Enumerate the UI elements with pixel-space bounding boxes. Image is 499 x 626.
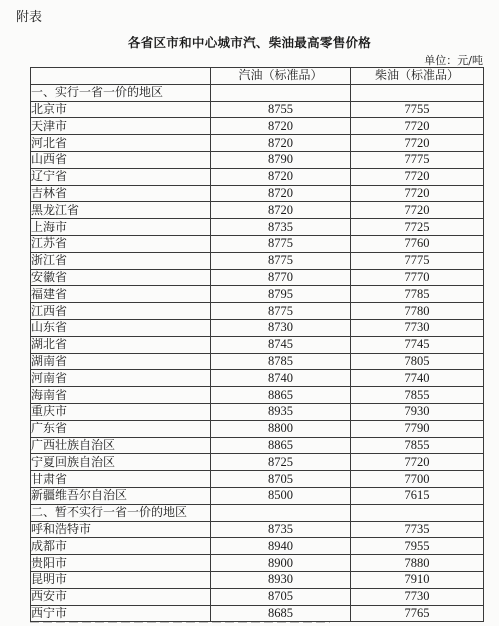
diesel-price-cell: 7720 [351,135,484,152]
gasoline-price-cell: 8865 [211,387,351,404]
diesel-price-cell: 7720 [351,168,484,185]
header-row [31,68,484,85]
region-cell: 西宁市 [31,605,211,622]
gasoline-price-cell: 8865 [211,437,351,454]
region-column-header [31,68,211,85]
table-row [31,588,484,605]
region-cell: 天津市 [31,118,211,135]
diesel-price-cell: 7730 [351,319,484,336]
table-row [31,151,484,168]
table-row [31,336,484,353]
table-row [31,370,484,387]
region-cell: 山西省 [31,151,211,168]
region-cell: 湖北省 [31,336,211,353]
diesel-price-cell: 7740 [351,370,484,387]
diesel-price-cell: 7770 [351,269,484,286]
region-cell: 成都市 [31,538,211,555]
region-cell: 安徽省 [31,269,211,286]
diesel-price-cell: 7720 [351,118,484,135]
price-table [30,67,484,622]
section-heading-row [31,504,484,521]
gasoline-price-cell: 8795 [211,286,351,303]
region-cell: 江苏省 [31,235,211,252]
gasoline-price-cell: 8900 [211,555,351,572]
diesel-price-cell: 7780 [351,303,484,320]
region-cell: 贵阳市 [31,555,211,572]
diesel-price-cell: 7730 [351,588,484,605]
region-cell: 北京市 [31,101,211,118]
section-heading: 二、暂不实行一省一价的地区 [31,504,211,521]
gasoline-price-cell: 8775 [211,235,351,252]
diesel-price-cell: 7755 [351,101,484,118]
region-cell: 湖南省 [31,353,211,370]
cropped-footnote-line [30,620,330,626]
region-cell: 河北省 [31,135,211,152]
gasoline-price-cell: 8730 [211,319,351,336]
table-row [31,135,484,152]
diesel-price-cell: 7775 [351,151,484,168]
gasoline-price-cell: 8720 [211,202,351,219]
gasoline-price-cell: 8785 [211,353,351,370]
region-cell: 广东省 [31,420,211,437]
gasoline-price-cell: 8685 [211,605,351,622]
table-row [31,319,484,336]
diesel-column-header: 柴油（标准品） [351,68,484,85]
diesel-price-cell: 7720 [351,202,484,219]
table-row [31,219,484,236]
gasoline-price-cell: 8705 [211,588,351,605]
gasoline-price-cell: 8705 [211,471,351,488]
diesel-price-cell: 7720 [351,454,484,471]
region-cell: 昆明市 [31,571,211,588]
section-heading-row [31,84,484,101]
diesel-price-cell: 7785 [351,286,484,303]
gasoline-price-cell: 8735 [211,521,351,538]
table-row [31,353,484,370]
region-cell: 吉林省 [31,185,211,202]
diesel-price-cell: 7855 [351,387,484,404]
diesel-price-cell: 7955 [351,538,484,555]
gasoline-price-cell: 8720 [211,118,351,135]
section-heading: 一、实行一省一价的地区 [31,84,211,101]
table-row [31,487,484,504]
table-row [31,101,484,118]
gasoline-price-cell: 8720 [211,135,351,152]
gasoline-column-header: 汽油（标准品） [211,68,351,85]
table-body [31,84,484,622]
diesel-price-cell: 7615 [351,487,484,504]
region-cell: 河南省 [31,370,211,387]
table-row [31,286,484,303]
gasoline-price-cell: 8775 [211,303,351,320]
table-row [31,454,484,471]
empty-cell [211,84,351,101]
region-cell: 浙江省 [31,252,211,269]
diesel-price-cell: 7735 [351,521,484,538]
empty-cell [351,504,484,521]
gasoline-price-cell: 8500 [211,487,351,504]
diesel-price-cell: 7745 [351,336,484,353]
diesel-price-cell: 7880 [351,555,484,572]
table-row [31,538,484,555]
gasoline-price-cell: 8935 [211,403,351,420]
region-cell: 山东省 [31,319,211,336]
table-row [31,168,484,185]
table-row [31,555,484,572]
region-cell: 广西壮族自治区 [31,437,211,454]
table-row [31,471,484,488]
region-cell: 辽宁省 [31,168,211,185]
region-cell: 甘肃省 [31,471,211,488]
gasoline-price-cell: 8745 [211,336,351,353]
gasoline-price-cell: 8930 [211,571,351,588]
diesel-price-cell: 7700 [351,471,484,488]
gasoline-price-cell: 8790 [211,151,351,168]
region-cell: 呼和浩特市 [31,521,211,538]
gasoline-price-cell: 8720 [211,168,351,185]
table-row [31,235,484,252]
table-row [31,185,484,202]
diesel-price-cell: 7765 [351,605,484,622]
gasoline-price-cell: 8940 [211,538,351,555]
empty-cell [211,504,351,521]
gasoline-price-cell: 8755 [211,101,351,118]
table-title: 各省区市和中心城市汽、柴油最高零售价格 [127,35,372,50]
diesel-price-cell: 7805 [351,353,484,370]
diesel-price-cell: 7725 [351,219,484,236]
diesel-price-cell: 7775 [351,252,484,269]
table-row [31,202,484,219]
gasoline-price-cell: 8770 [211,269,351,286]
table-row [31,387,484,404]
diesel-price-cell: 7790 [351,420,484,437]
gasoline-price-cell: 8720 [211,185,351,202]
gasoline-price-cell: 8800 [211,420,351,437]
diesel-price-cell: 7720 [351,185,484,202]
table-row [31,420,484,437]
table-row [31,252,484,269]
region-cell: 上海市 [31,219,211,236]
diesel-price-cell: 7910 [351,571,484,588]
region-cell: 重庆市 [31,403,211,420]
region-cell: 西安市 [31,588,211,605]
gasoline-price-cell: 8775 [211,252,351,269]
gasoline-price-cell: 8740 [211,370,351,387]
region-cell: 福建省 [31,286,211,303]
empty-cell [351,84,484,101]
gasoline-price-cell: 8735 [211,219,351,236]
table-row [31,437,484,454]
appendix-label: 附表 [16,10,43,25]
table-row [31,118,484,135]
table-row [31,403,484,420]
unit-label: 单位：元/吨 [424,54,483,67]
region-cell: 江西省 [31,303,211,320]
diesel-price-cell: 7855 [351,437,484,454]
table-row [31,269,484,286]
region-cell: 海南省 [31,387,211,404]
region-cell: 黑龙江省 [31,202,211,219]
table-row [31,521,484,538]
table-row [31,303,484,320]
region-cell: 新疆维吾尔自治区 [31,487,211,504]
gasoline-price-cell: 8725 [211,454,351,471]
diesel-price-cell: 7930 [351,403,484,420]
table-row [31,571,484,588]
diesel-price-cell: 7760 [351,235,484,252]
region-cell: 宁夏回族自治区 [31,454,211,471]
